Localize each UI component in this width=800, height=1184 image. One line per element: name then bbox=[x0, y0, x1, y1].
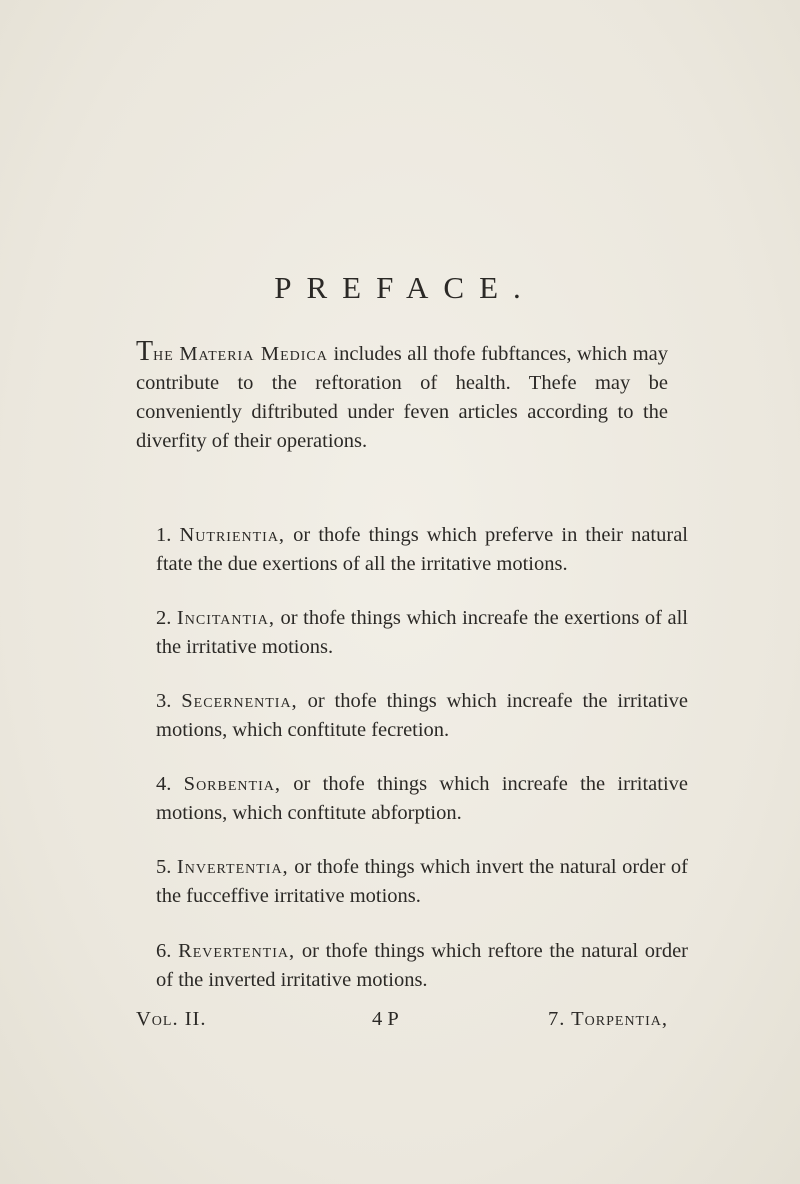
article-term: Invertentia, bbox=[176, 856, 289, 878]
article-number: 1. bbox=[156, 524, 172, 546]
article-text: or thofe things which increafe the exertions of all the irritative motions. bbox=[156, 607, 688, 658]
article-text: or thofe things which increafe the irritative motions, which conftitute abforption. bbox=[156, 773, 688, 824]
article-paragraph bbox=[136, 770, 688, 828]
article-term: Sorbentia, bbox=[183, 773, 281, 795]
article-text: or thofe things which preferve in their natural ftate the due exertions of all the irritative motions. bbox=[156, 524, 689, 575]
intro-initial: T bbox=[136, 336, 154, 367]
article-text: or thofe things which increafe the irritative motions, which conftitute fecretion. bbox=[156, 690, 688, 741]
article-text: or thofe things which reftore the natural order of the inverted irritative motions. bbox=[156, 940, 688, 991]
materia-medica-term: Materia Medica bbox=[179, 343, 328, 365]
article-term: Nutrientia, bbox=[179, 524, 286, 546]
article-term: Revertentia, bbox=[178, 940, 296, 962]
intro-paragraph bbox=[136, 336, 668, 456]
volume-label: Vol. II. bbox=[136, 1008, 207, 1030]
article-text: or thofe things which invert the natural order of the fucceffive irritative motions. bbox=[156, 856, 689, 907]
article-number: 6. bbox=[156, 940, 172, 962]
article-number: 4. bbox=[156, 773, 172, 795]
page-footer bbox=[136, 1008, 668, 1038]
intro-text: includes all thofe fubftances, which may contribute to the reftoration of health. Thefe may be conveniently diftributed under feven articles according to the diverfity of their operations. bbox=[136, 343, 668, 452]
article-term: Secernentia, bbox=[181, 690, 298, 712]
signature-mark: 4 P bbox=[372, 1008, 399, 1030]
article-paragraph bbox=[136, 853, 688, 911]
article-paragraph bbox=[136, 687, 688, 745]
article-number: 3. bbox=[156, 690, 172, 712]
page-title: PREFACE. bbox=[274, 270, 536, 305]
article-number: 5. bbox=[156, 856, 172, 878]
article-paragraph bbox=[136, 521, 688, 579]
catchword: 7. Torpentia, bbox=[548, 1008, 668, 1030]
article-number: 2. bbox=[156, 607, 172, 629]
article-term: Incitantia, bbox=[176, 607, 275, 629]
article-paragraph bbox=[136, 604, 688, 662]
intro-first-word: he bbox=[153, 343, 174, 365]
article-paragraph bbox=[136, 937, 688, 995]
